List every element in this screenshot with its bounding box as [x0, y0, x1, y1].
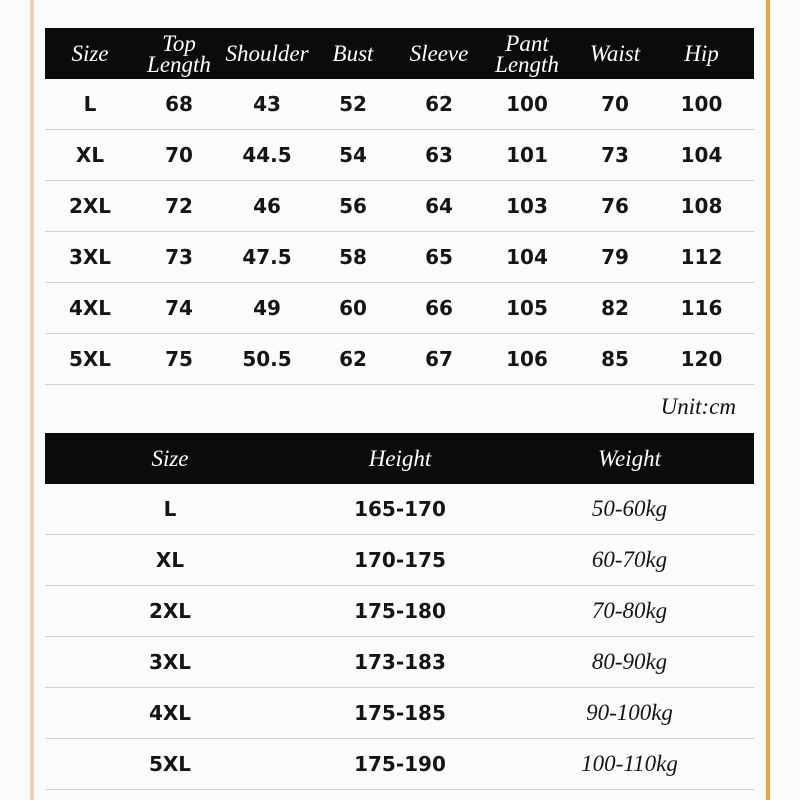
- table-cell: 75: [165, 347, 193, 371]
- table-row: [45, 181, 754, 232]
- table-cell: 3XL: [148, 650, 192, 674]
- table-cell: 60: [339, 296, 367, 320]
- table-cell: 173-183: [354, 650, 446, 674]
- table-row: [45, 535, 754, 586]
- table-cell: 3XL: [68, 245, 112, 269]
- table-cell: XL: [75, 143, 105, 167]
- header-weight: Weight: [597, 446, 662, 471]
- table-cell: 47.5: [242, 245, 292, 269]
- table-cell: 79: [601, 245, 629, 269]
- table-cell: 116: [680, 296, 723, 320]
- table-cell: 104: [680, 143, 723, 167]
- table-cell: 49: [253, 296, 281, 320]
- table-cell: XL: [155, 548, 185, 572]
- header-bust: Bust: [332, 41, 374, 66]
- header-waist: Waist: [589, 41, 641, 66]
- table-cell: 65: [425, 245, 453, 269]
- table-cell: 72: [165, 194, 193, 218]
- table-cell: 100: [506, 92, 548, 116]
- header-size: Size: [71, 41, 109, 66]
- table-cell: 58: [339, 245, 367, 269]
- table-cell: 101: [506, 143, 548, 167]
- table-row: [45, 130, 754, 181]
- table-cell: 68: [165, 92, 193, 116]
- table-cell: 73: [165, 245, 193, 269]
- table-row: [45, 484, 754, 535]
- table-cell: 105: [506, 296, 548, 320]
- table-cell: 82: [601, 296, 629, 320]
- table-cell: 2XL: [148, 599, 192, 623]
- table-cell: 170-175: [354, 548, 446, 572]
- table-cell: 76: [601, 194, 629, 218]
- header-pant-length: [483, 30, 571, 77]
- table-row: [45, 79, 754, 130]
- table-cell: 2XL: [68, 194, 112, 218]
- header-pant-length-text: Pant Length: [495, 30, 559, 77]
- table-cell: 175-185: [354, 701, 446, 725]
- table-cell: 50-60kg: [591, 496, 668, 521]
- table-cell: 90-100kg: [586, 700, 673, 725]
- table-cell: 46: [253, 194, 281, 218]
- table-cell: 100: [680, 92, 723, 116]
- table-cell: 5XL: [68, 347, 112, 371]
- table-cell: 64: [425, 194, 453, 218]
- table-cell: 62: [339, 347, 367, 371]
- table-cell: 74: [165, 296, 193, 320]
- body-table-header: [45, 433, 754, 484]
- table-cell: 54: [339, 143, 367, 167]
- header-top-length-text: Top Length: [147, 30, 211, 77]
- table-cell: 73: [601, 143, 629, 167]
- table-cell: 120: [680, 347, 723, 371]
- table-row: [45, 232, 754, 283]
- header-shoulder: Shoulder: [225, 41, 309, 66]
- table-cell: 63: [425, 143, 453, 167]
- table-row: [45, 334, 754, 385]
- header-height: Height: [368, 446, 432, 471]
- table-cell: 70: [165, 143, 193, 167]
- table-cell: 70-80kg: [591, 598, 668, 623]
- header-sleeve: Sleeve: [409, 41, 469, 66]
- table-row: [45, 283, 754, 334]
- table-cell: 52: [339, 92, 367, 116]
- table-cell: 175-190: [354, 752, 446, 776]
- page-border-right: [766, 0, 770, 800]
- table-cell: 103: [506, 194, 548, 218]
- table-cell: 4XL: [148, 701, 192, 725]
- table-cell: 44.5: [242, 143, 292, 167]
- table-cell: 100-110kg: [581, 751, 678, 776]
- table-cell: 56: [339, 194, 367, 218]
- page-border-left: [30, 0, 34, 800]
- header-top-length: [135, 30, 223, 77]
- table-row: [45, 637, 754, 688]
- table-cell: 60-70kg: [591, 547, 668, 572]
- unit-label: Unit:cm: [660, 394, 736, 419]
- table-row: [45, 739, 754, 790]
- table-cell: 165-170: [354, 497, 446, 521]
- table-cell: 104: [506, 245, 548, 269]
- table-cell: 108: [680, 194, 723, 218]
- size-table-header: [45, 28, 754, 79]
- table-cell: 80-90kg: [591, 649, 668, 674]
- table-cell: 112: [680, 245, 723, 269]
- table-row: [45, 688, 754, 739]
- table-row: [45, 586, 754, 637]
- table-cell: L: [83, 92, 97, 116]
- table-cell: 5XL: [148, 752, 192, 776]
- table-cell: 62: [425, 92, 453, 116]
- header-hip: Hip: [684, 41, 719, 66]
- table-cell: 67: [425, 347, 453, 371]
- size-measurement-table: [45, 28, 754, 385]
- table-cell: 50.5: [242, 347, 292, 371]
- table-cell: 106: [506, 347, 548, 371]
- table-cell: 43: [253, 92, 281, 116]
- header-size: Size: [151, 446, 189, 471]
- table-cell: 175-180: [354, 599, 446, 623]
- table-cell: 4XL: [68, 296, 112, 320]
- table-cell: 70: [601, 92, 629, 116]
- table-cell: 66: [425, 296, 453, 320]
- body-fit-table: [45, 433, 754, 790]
- table-cell: 85: [601, 347, 629, 371]
- table-cell: L: [163, 497, 177, 521]
